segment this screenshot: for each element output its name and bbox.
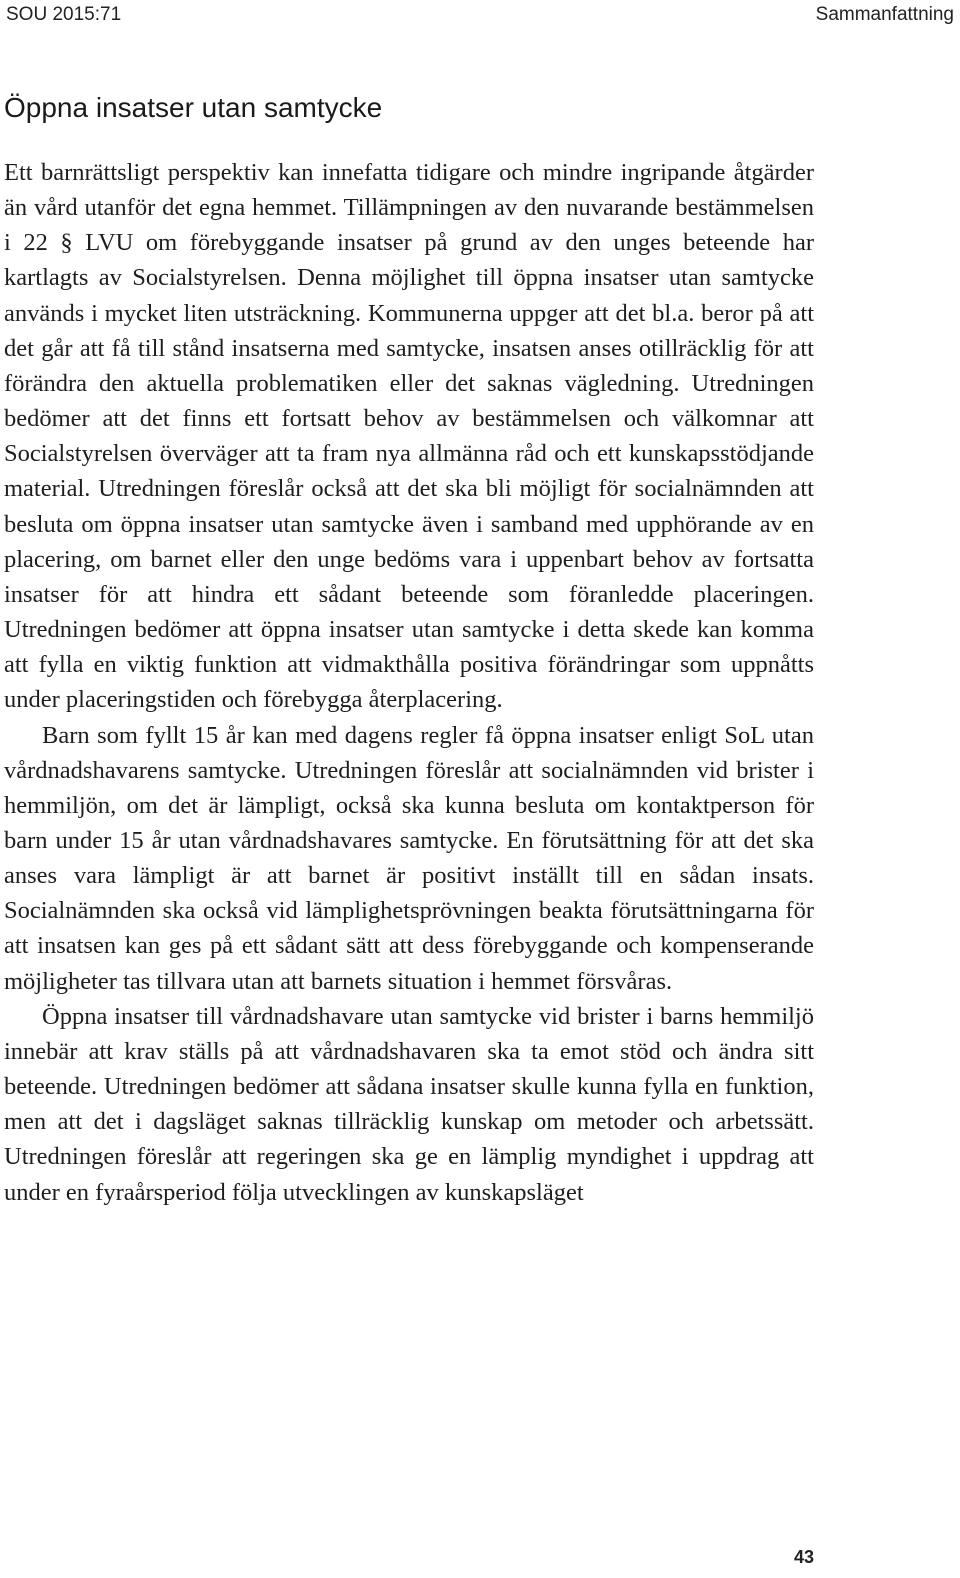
page-number: 43 (793, 1547, 814, 1567)
running-header (6, 4, 954, 30)
paragraph-2: Barn som fyllt 15 år kan med dagens regler få öppna insatser enligt SoL utan vårdnadshavarens samtycke. Utredningen föreslår att socialnämnden vid brister i hemmiljön, om det är lämpligt, också ska kunna besluta om kontaktperson för barn under 15 år utan vårdnadshavares samtycke. En förutsättning för att det ska anses vara lämpligt är att barnet är positivt inställt till en sådan insats. Socialnämnden ska också vid lämplighetsprövningen beakta förutsättningarna för att insatsen kan ges på ett sådant sätt att dess förebyggande och kompenserande möjligheter tas tillvara utan att barnets situation i hemmet försvåras. (4, 721, 814, 995)
chapter-title: Sammanfattning (815, 4, 954, 25)
body-text (4, 155, 814, 1210)
section-heading: Öppna insatser utan samtycke (4, 92, 383, 123)
paragraph-3: Öppna insatser till vårdnadshavare utan samtycke vid brister i barns hemmiljö innebär att krav ställs på att vårdnadshavaren ska ta emot stöd och ändra sitt beteende. Utredningen bedömer att sådana insatser skulle kunna fylla en funktion, men att det i dagsläget saknas tillräcklig kunskap om metoder och arbetssätt. Utredningen föreslår att regeringen ska ge en lämplig myndighet i uppdrag att under en fyraårsperiod följa utvecklingen av kunskapsläget (4, 1002, 814, 1206)
paragraph-1: Ett barnrättsligt perspektiv kan innefatta tidigare och mindre ingripande åtgärder än vård utanför det egna hemmet. Tillämpningen av den nuvarande bestämmelsen i 22 § LVU om förebyggande insatser på grund av den unges beteende har kartlagts av Socialstyrelsen. Denna möjlighet till öppna insatser utan samtycke används i mycket liten utsträckning. Kommunerna uppger att det bl.a. beror på att det går att få till stånd insatserna med samtycke, insatsen anses otillräcklig för att förändra den aktuella problematiken eller det saknas vägledning. Utredningen bedömer att det finns ett fortsatt behov av bestämmelsen och välkomnar att Socialstyrelsen överväger att ta fram nya allmänna råd och ett kunskapsstödjande material. Utredningen föreslår också att det ska bli möjligt för socialnämnden att besluta om öppna insatser utan samtycke även i samband med upphörande av en placering, om barnet eller den unge bedöms vara i uppenbart behov av fortsatta insatser för att hindra ett sådant beteende som föranledde placeringen. Utredningen bedömer att öppna insatser utan samtycke i detta skede kan komma att fylla en viktig funktion att vidmakthålla positiva förändringar som uppnåtts under placeringstiden och förebygga återplacering. (4, 159, 814, 714)
report-identifier: SOU 2015:71 (6, 4, 122, 25)
